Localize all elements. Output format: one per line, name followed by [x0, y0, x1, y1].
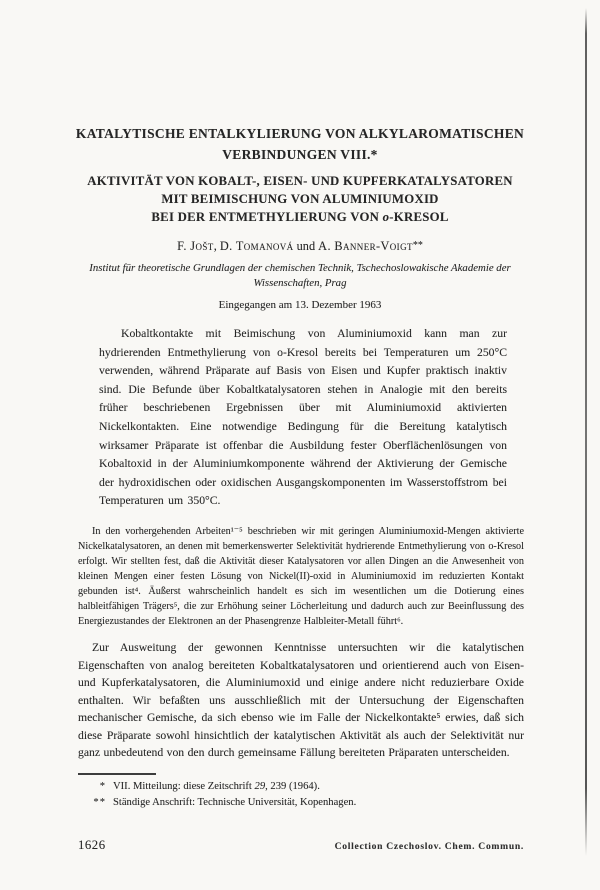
page-number: 1626 [78, 838, 106, 852]
author-name: A. Banner-Voigt [318, 239, 413, 253]
article-subtitle-line-1: AKTIVITÄT VON KOBALT-, EISEN- UND KUPFERKATALYSATOREN [87, 174, 513, 188]
footnote-text [113, 781, 320, 792]
footnote-2 [78, 795, 524, 812]
footnote-text-pre: VII. Mitteilung: diese Zeitschrift [113, 780, 255, 792]
author-name: D. Tomanová [219, 239, 294, 253]
footnote-volume-italic: 29 [254, 780, 266, 792]
page-footer [78, 838, 524, 853]
article-subtitle [50, 172, 550, 226]
footnote-marker: ** [93, 797, 106, 809]
body-paragraph-1: In den vorhergehenden Arbeiten¹⁻⁵ beschrieben wir mit geringen Aluminiumoxid-Mengen aktivierte Nickelkatalysatoren, an denen mit bemerkenswerter Selektivität hydrierende Entmethylierung von o-Kresol erfolgt. Wir stellten fest, daß die Aktivität dieser Katalysatoren vor allen Dingen an die Anwesenheit von kleinen Mengen einer festen Lösung von Nickel(II)-oxid in Aluminiumoxid im reduzierten Kontakt gebunden ist⁴. Äußerst wahrscheinlich handelt es sich im wesentlichen um die Dotierung eines halbleitfähigen Trägers⁵, die zur Erhöhung seiner Löcherleitung und dadurch auch zur Beeinflussung des Energiezustandes der Elektronen an der Phasengrenze Halbleiter-Metall führt⁶. [78, 525, 524, 627]
author-separator: , [213, 239, 220, 253]
footnote-marker: * [99, 780, 106, 792]
subtitle-text: -KRESOL [389, 210, 449, 224]
compound-name-italic: o [382, 210, 390, 224]
journal-name: Collection Czechoslov. Chem. Commun. [334, 841, 524, 852]
affiliation [0, 261, 600, 290]
footnote-divider-rule [78, 773, 156, 775]
author-footnote-marker: ** [412, 240, 423, 251]
footnotes-block [78, 779, 524, 812]
article-title [50, 123, 550, 165]
footnote-text-post: , 239 (1964). [265, 780, 320, 792]
abstract-paragraph: Kobaltkontakte mit Beimischung von Aluminiumoxid kann man zur hydrierenden Entmethylierung von o-Kresol bereits bei Temperaturen um 250°C verwenden, während Präparate auf Basis von Eisen und Kupfer praktisch inaktiv sind. Die Befunde über Kobaltkatalysatoren stehen in Analogie mit den bereits früher beschriebenen Ergebnissen über mit Aluminiumoxid aktivierten Nickelkontakten. Eine notwendige Bedingung für die Bereitung katalytisch wirksamer Präparate ist offenbar die Ausbildung fester Oberflächenlösungen von Kobaltoxid in der Aluminiumkomponente während der Aktivierung der Gemische der hydroxidischen oder oxidischen Ausgangskomponenten im Wasserstoffstrom bei Temperaturen um 350°C. [99, 327, 507, 508]
article-title-line-1: KATALYTISCHE ENTALKYLIERUNG VON ALKYLAROMATISCHEN [75, 126, 525, 141]
author-name: F. Jošt [177, 239, 214, 253]
article-subtitle-line-2: MIT BEIMISCHUNG VON ALUMINIUMOXID [161, 192, 439, 206]
authors-line [0, 239, 600, 254]
scan-edge-artifact-line [585, 8, 587, 856]
received-date-line: Eingegangen am 13. Dezember 1963 [218, 299, 382, 311]
body-paragraph-2: Zur Ausweitung der gewonnen Kenntnisse untersuchten wir die katalytischen Eigenschaften von analog bereiteten Kobaltkatalysatoren und orientierend auch von Eisen- und Kupferkatalysatoren, die Aluminiumoxid und einige andere nicht reduzierbare Oxide enthalten. Wir befaßten uns ausschließlich mit der Untersuchung der Eigenschaften mechanischer Gemische, da sich ebenso wie im Falle der Nickelkontakte⁵ erwies, daß sich diese Präparate sowohl hinsichtlich der katalytischen Aktivität als auch der Selektivität nur ganz unbedeutend von den durch gemeinsame Fällung bereiteten Präparaten unterscheiden. [78, 641, 524, 760]
footnote-text [113, 797, 356, 808]
affiliation-line-2: Wissenschaften, Prag [253, 276, 347, 289]
author-separator: und [293, 239, 319, 253]
footnote-1 [78, 779, 524, 796]
article-subtitle-line-3 [50, 208, 550, 226]
article-title-line-2: VERBINDUNGEN VIII.* [222, 147, 378, 162]
affiliation-line-1: Institut für theoretische Grundlagen der chemischen Technik, Tschechoslowakische Akademie der [89, 262, 511, 274]
footnote-text-pre: Ständige Anschrift: Technische Universität, Kopenhagen. [113, 797, 357, 809]
subtitle-text: BEI DER ENTMETHYLIERUNG VON [151, 210, 383, 224]
